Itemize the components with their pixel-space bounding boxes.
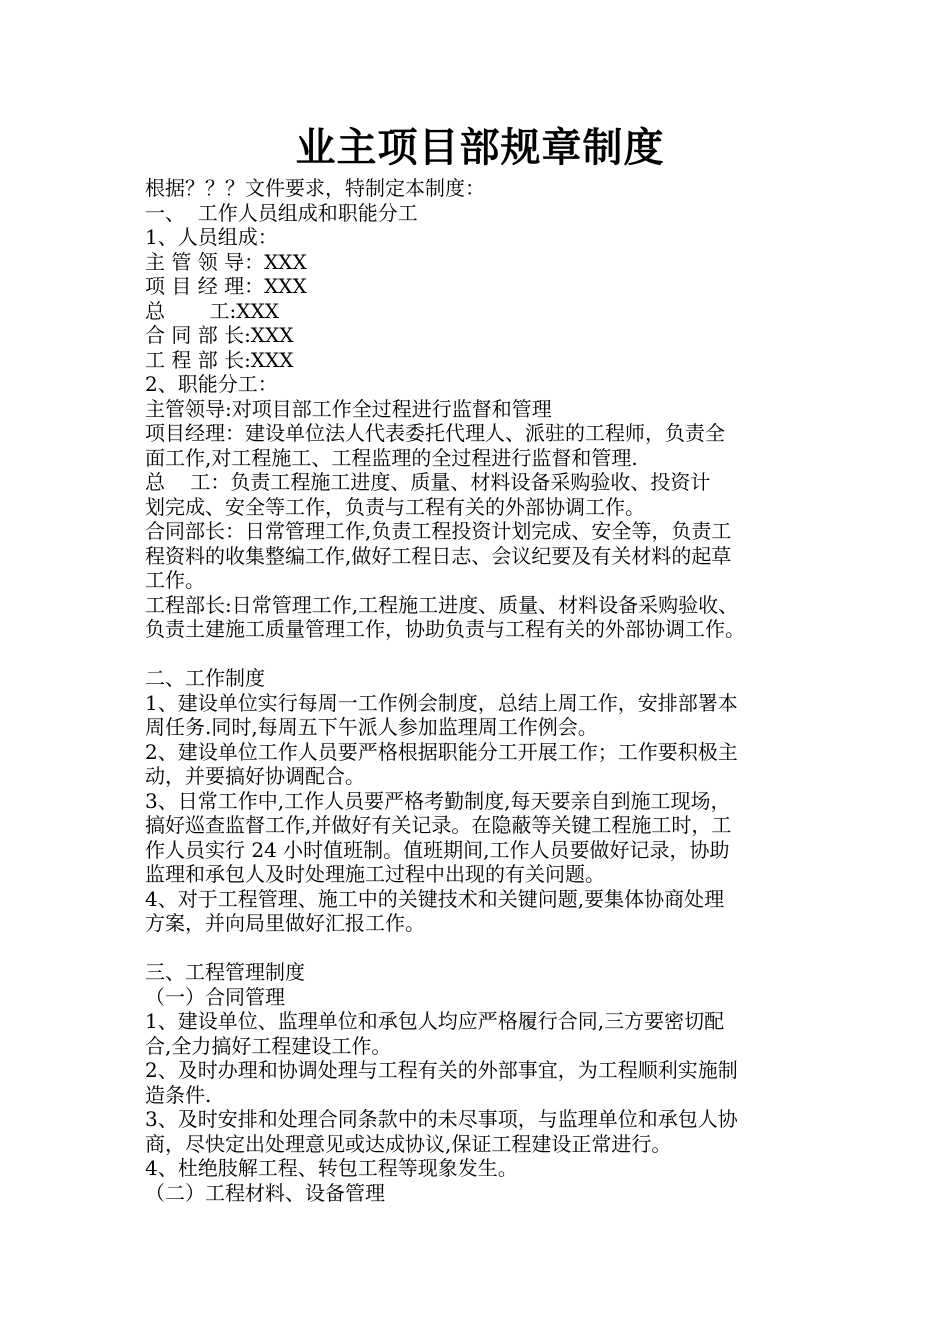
text-line: 三、工程管理制度 xyxy=(145,960,305,984)
text-line: 工程部长:日常管理工作,工程施工进度、质量、材料设备采购验收、 xyxy=(145,592,739,617)
text-line: 划完成、安全等工作，负责与工程有关的外部协调工作。 xyxy=(145,494,645,519)
text-line: 项目经理：建设单位法人代表委托代理人、派驻的工程师，负责全 xyxy=(145,421,725,445)
text-line: 合同部长：日常管理工作,负责工程投资计划完成、安全等，负责工 xyxy=(145,519,732,543)
text-line: 程资料的收集整编工作,做好工程日志、会议纪要及有关材料的起草 xyxy=(145,543,732,568)
text-line: 1、建设单位、监理单位和承包人均应严格履行合同,三方要密切配 xyxy=(145,1009,725,1033)
text-line: 主 管 领 导：XXX xyxy=(145,249,307,274)
text-line: 周任务.同时,每周五下午派人参加监理周工作例会。 xyxy=(145,715,598,739)
text-line: 方案，并向局里做好汇报工作。 xyxy=(145,911,425,935)
text-line: 面工作,对工程施工、工程监理的全过程进行监督和管理. xyxy=(145,445,638,470)
text-line: 总 工:XXX xyxy=(145,298,279,323)
text-line: 二、工作制度 xyxy=(145,666,265,690)
text-line: 2、及时办理和协调处理与工程有关的外部事宜，为工程顺利实施制 xyxy=(145,1058,738,1082)
text-line: （一）合同管理 xyxy=(145,984,285,1009)
document-body xyxy=(145,176,815,1205)
text-line: 动，并要搞好协调配合。 xyxy=(145,764,365,788)
document-title: 业主项目部规章制度 xyxy=(295,125,665,171)
text-line: 1、人员组成： xyxy=(145,225,278,249)
text-line: 3、日常工作中,工作人员要严格考勤制度,每天要亲自到施工现场， xyxy=(145,788,731,813)
blank-line xyxy=(145,936,815,961)
text-line: 合 同 部 长:XXX xyxy=(145,323,294,347)
text-line: 监理和承包人及时处理施工过程中出现的有关问题。 xyxy=(145,862,605,886)
text-line: 2、建设单位工作人员要严格根据职能分工开展工作；工作要积极主 xyxy=(145,739,738,764)
text-line: 工 程 部 长:XXX xyxy=(145,347,294,372)
text-line: 4、杜绝肢解工程、转包工程等现象发生。 xyxy=(145,1156,518,1180)
text-line: 负责土建施工质量管理工作，协助负责与工程有关的外部协调工作。 xyxy=(145,617,745,641)
text-line: 作人员实行 24 小时值班制。值班期间,工作人员要做好记录，协助 xyxy=(145,837,730,862)
text-line: 工作。 xyxy=(145,568,205,592)
text-line: 一、 工作人员组成和职能分工 xyxy=(145,200,418,225)
document-page xyxy=(145,120,815,1205)
text-line: 总 工：负责工程施工进度、质量、材料设备采购验收、投资计 xyxy=(145,470,711,494)
text-line: 商，尽快定出处理意见或达成协议,保证工程建设正常进行。 xyxy=(145,1131,672,1156)
text-line: 项 目 经 理：XXX xyxy=(145,274,307,298)
text-line: 搞好巡查监督工作,并做好有关记录。在隐蔽等关键工程施工时，工 xyxy=(145,813,732,837)
text-line: 2、职能分工： xyxy=(145,372,278,396)
text-line: 3、及时安排和处理合同条款中的未尽事项，与监理单位和承包人协 xyxy=(145,1107,738,1131)
text-line: 4、对于工程管理、施工中的关键技术和关键问题,要集体协商处理 xyxy=(145,886,725,911)
text-line: 1、建设单位实行每周一工作例会制度，总结上周工作，安排部署本 xyxy=(145,690,738,715)
text-line: 主管领导:对项目部工作全过程进行监督和管理 xyxy=(145,396,552,421)
text-line: （二）工程材料、设备管理 xyxy=(145,1180,385,1205)
blank-line xyxy=(145,642,815,667)
text-line: 合,全力搞好工程建设工作。 xyxy=(145,1033,392,1058)
text-line: 根据？？？文件要求，特制定本制度： xyxy=(145,176,485,200)
text-line: 造条件. xyxy=(145,1082,212,1107)
